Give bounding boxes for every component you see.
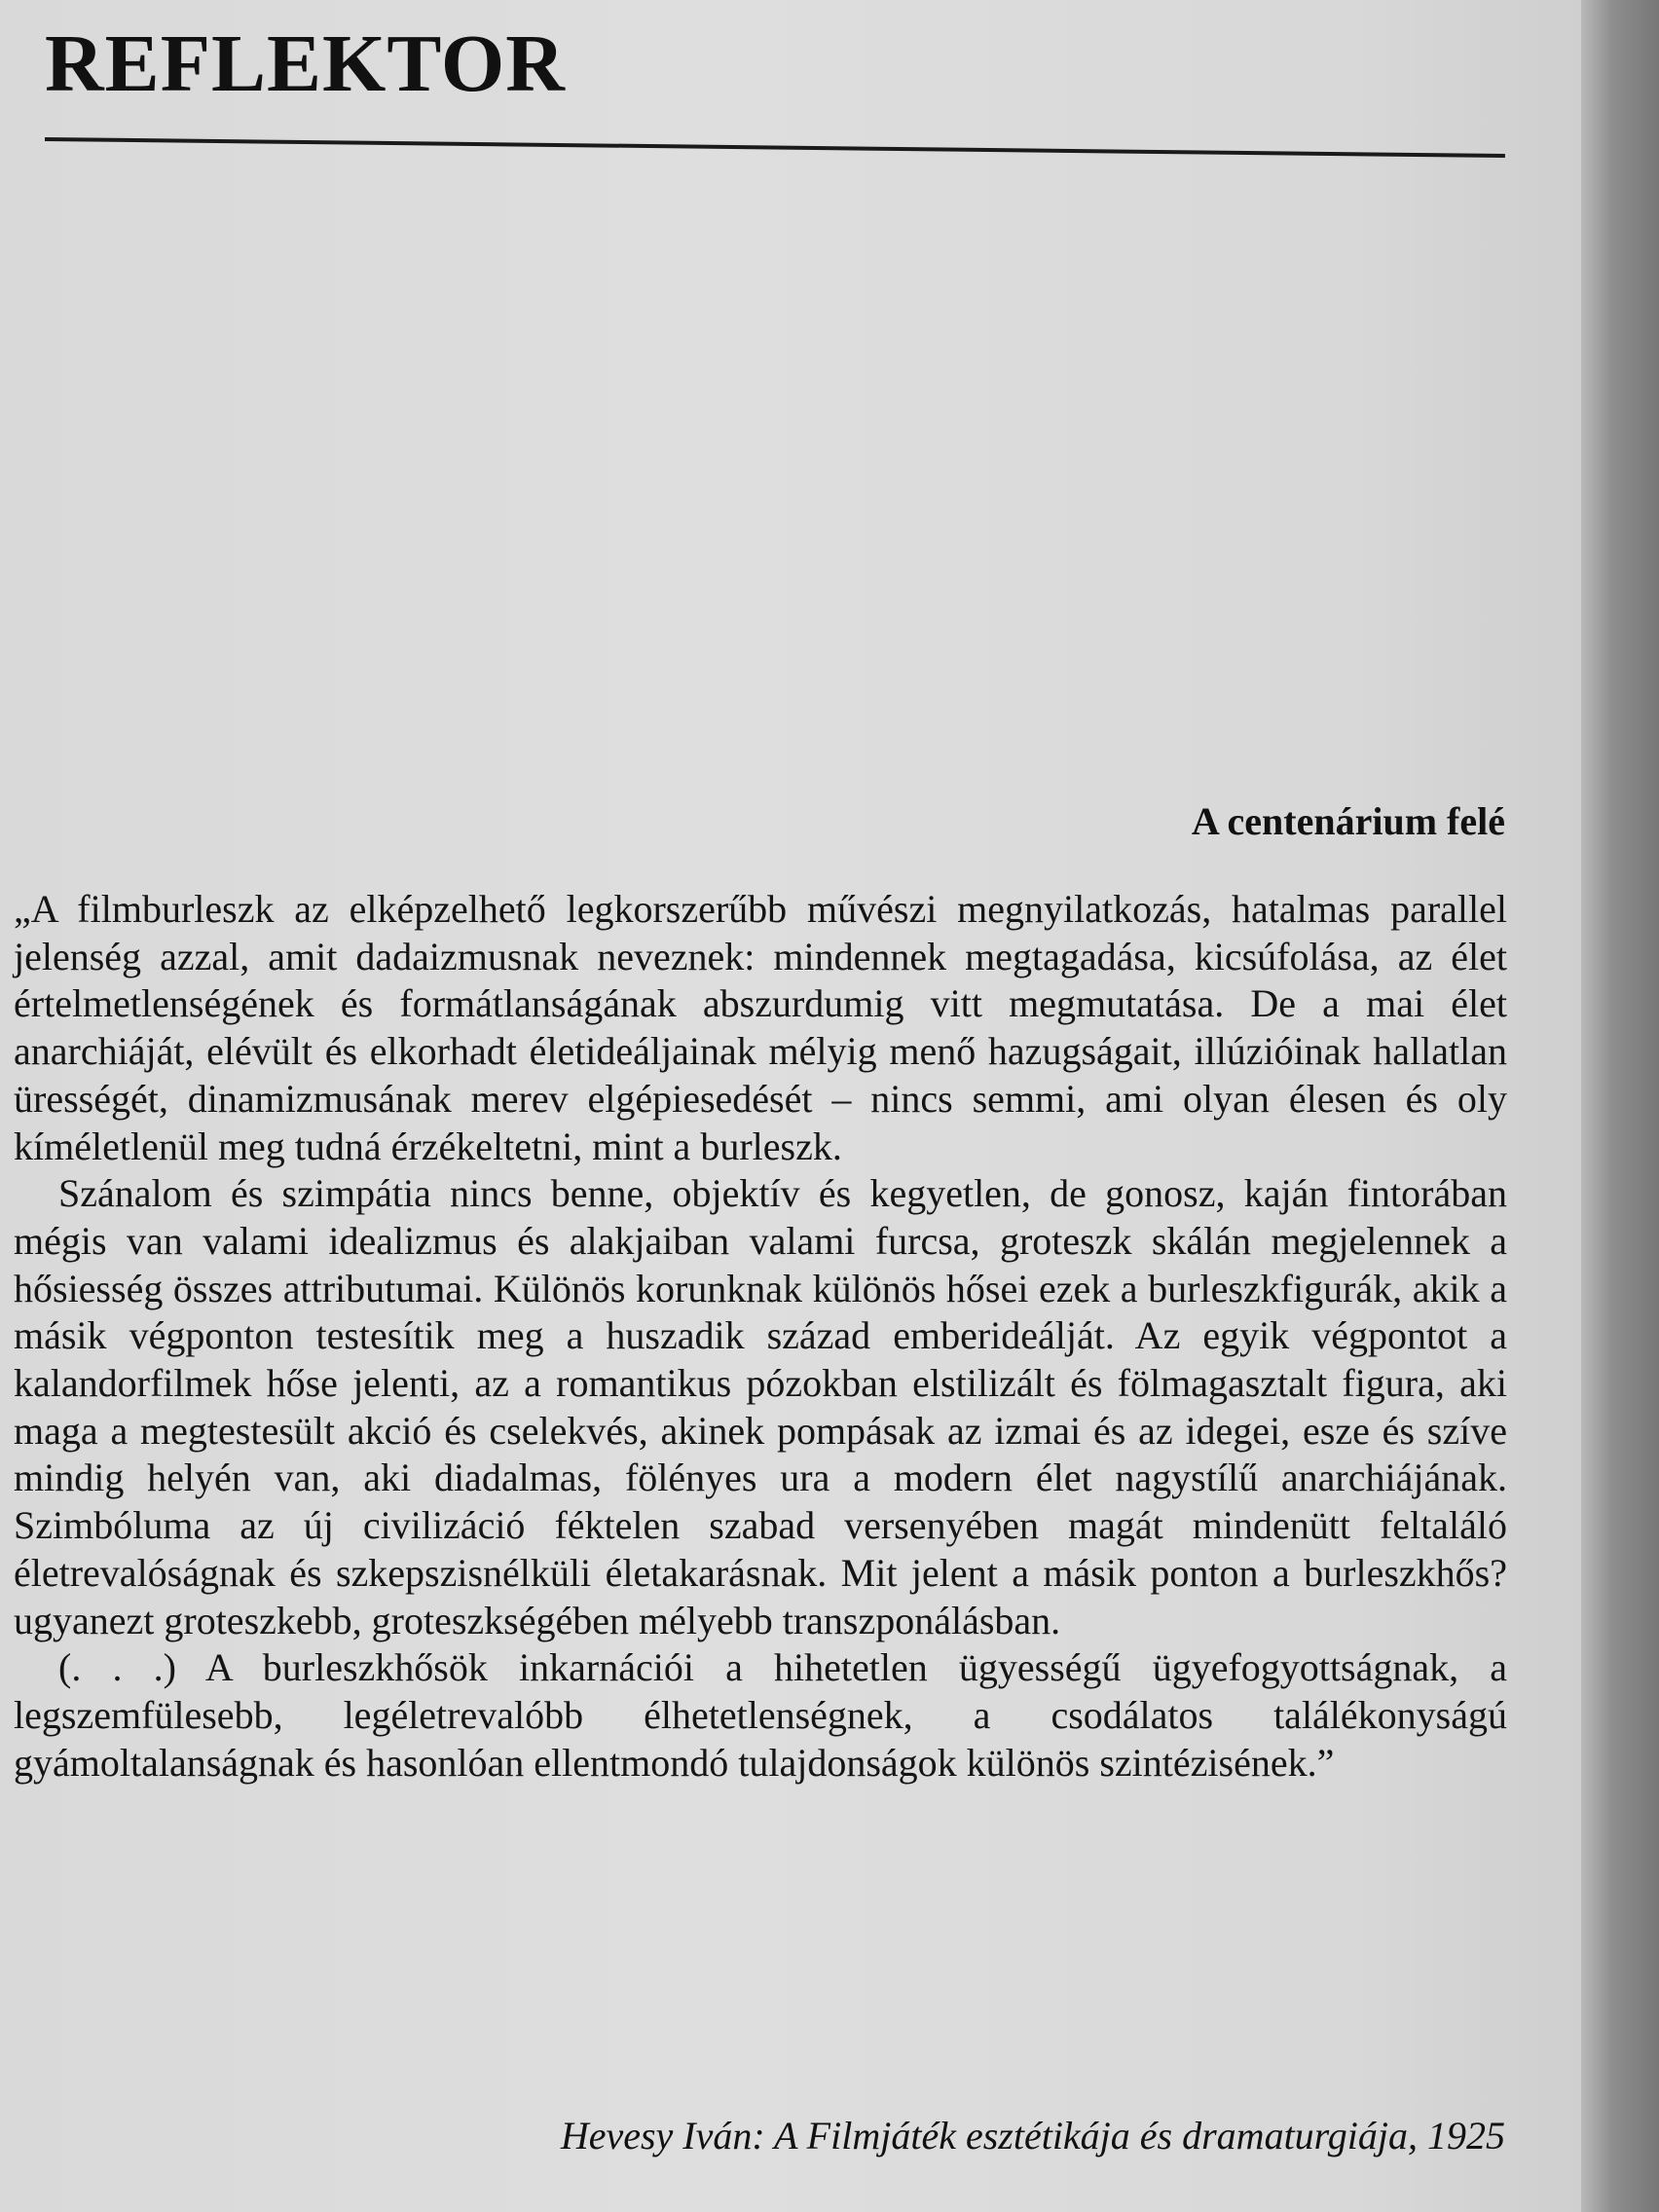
paragraph-3: (. . .) A burleszkhősök inkarnációi a hihetetlen ügyességű ügyefogyottságnak, a legszemfülesebb, legéletrevalóbb élhetetlenségnek, a csodálatos találékonyságú gyámoltalanságnak és hasonlóan ellentmondó tulajdonságok különös szintézisének.” — [14, 1645, 1507, 1785]
book-binding-edge — [1581, 0, 1659, 2212]
paragraph-2: Szánalom és szimpátia nincs benne, objektív és kegyetlen, de gonosz, kaján fintorában mégis van valami idealizmus és alakjaiban valami furcsa, groteszk skálán megjelennek a hősiesség összes attributumai. Különös korunknak különös hősei ezek a burleszkfigurák, akik a másik végponton testesítik meg a huszadik század emberideálját. Az egyik végpontot a kalandorfilmek hőse jelenti, az a romantikus pózokban elstilizált és fölmagasztalt figura, aki maga a megtestesült akció és cselekvés, akinek pompásak az izmai és az idegei, esze és szíve mindig helyén van, aki diadalmas, fölényes ura a modern élet nagystílű anarchiájának. Szimbóluma az új civilizáció féktelen szabad versenyében magát mindenütt feltaláló életrevalóságnak és szkepszisnélküli életakarásnak. Mit jelent a másik ponton a burleszkhős? ugyanezt groteszkebb, groteszkségében mélyebb transzponálásban. — [14, 1171, 1507, 1642]
article-body — [14, 886, 1507, 1787]
section-title: A centenárium felé — [1191, 799, 1505, 843]
source-citation: Hevesy Iván: A Filmjáték esztétikája és dramaturgiája, 1925 — [560, 2114, 1505, 2157]
paragraph-1: „A filmburleszk az elképzelhető legkorszerűbb művészi megnyilatkozás, hatalmas parallel jelenség azzal, amit dadaizmusnak neveznek: mindennek megtagadása, kicsúfolása, az élet értelmetlenségének és formátlanságának abszurdumig vitt megmutatása. De a mai élet anarchiáját, elévült és elkorhadt életideáljainak mélyig menő hazugságait, illúzióinak hallatlan ürességét, dinamizmusának merev elgépiesedését – nincs semmi, ami olyan élesen és oly kíméletlenül meg tudná érzékeltetni, mint a burleszk. — [14, 887, 1507, 1168]
page-header-title: REFLEKTOR — [45, 18, 566, 109]
